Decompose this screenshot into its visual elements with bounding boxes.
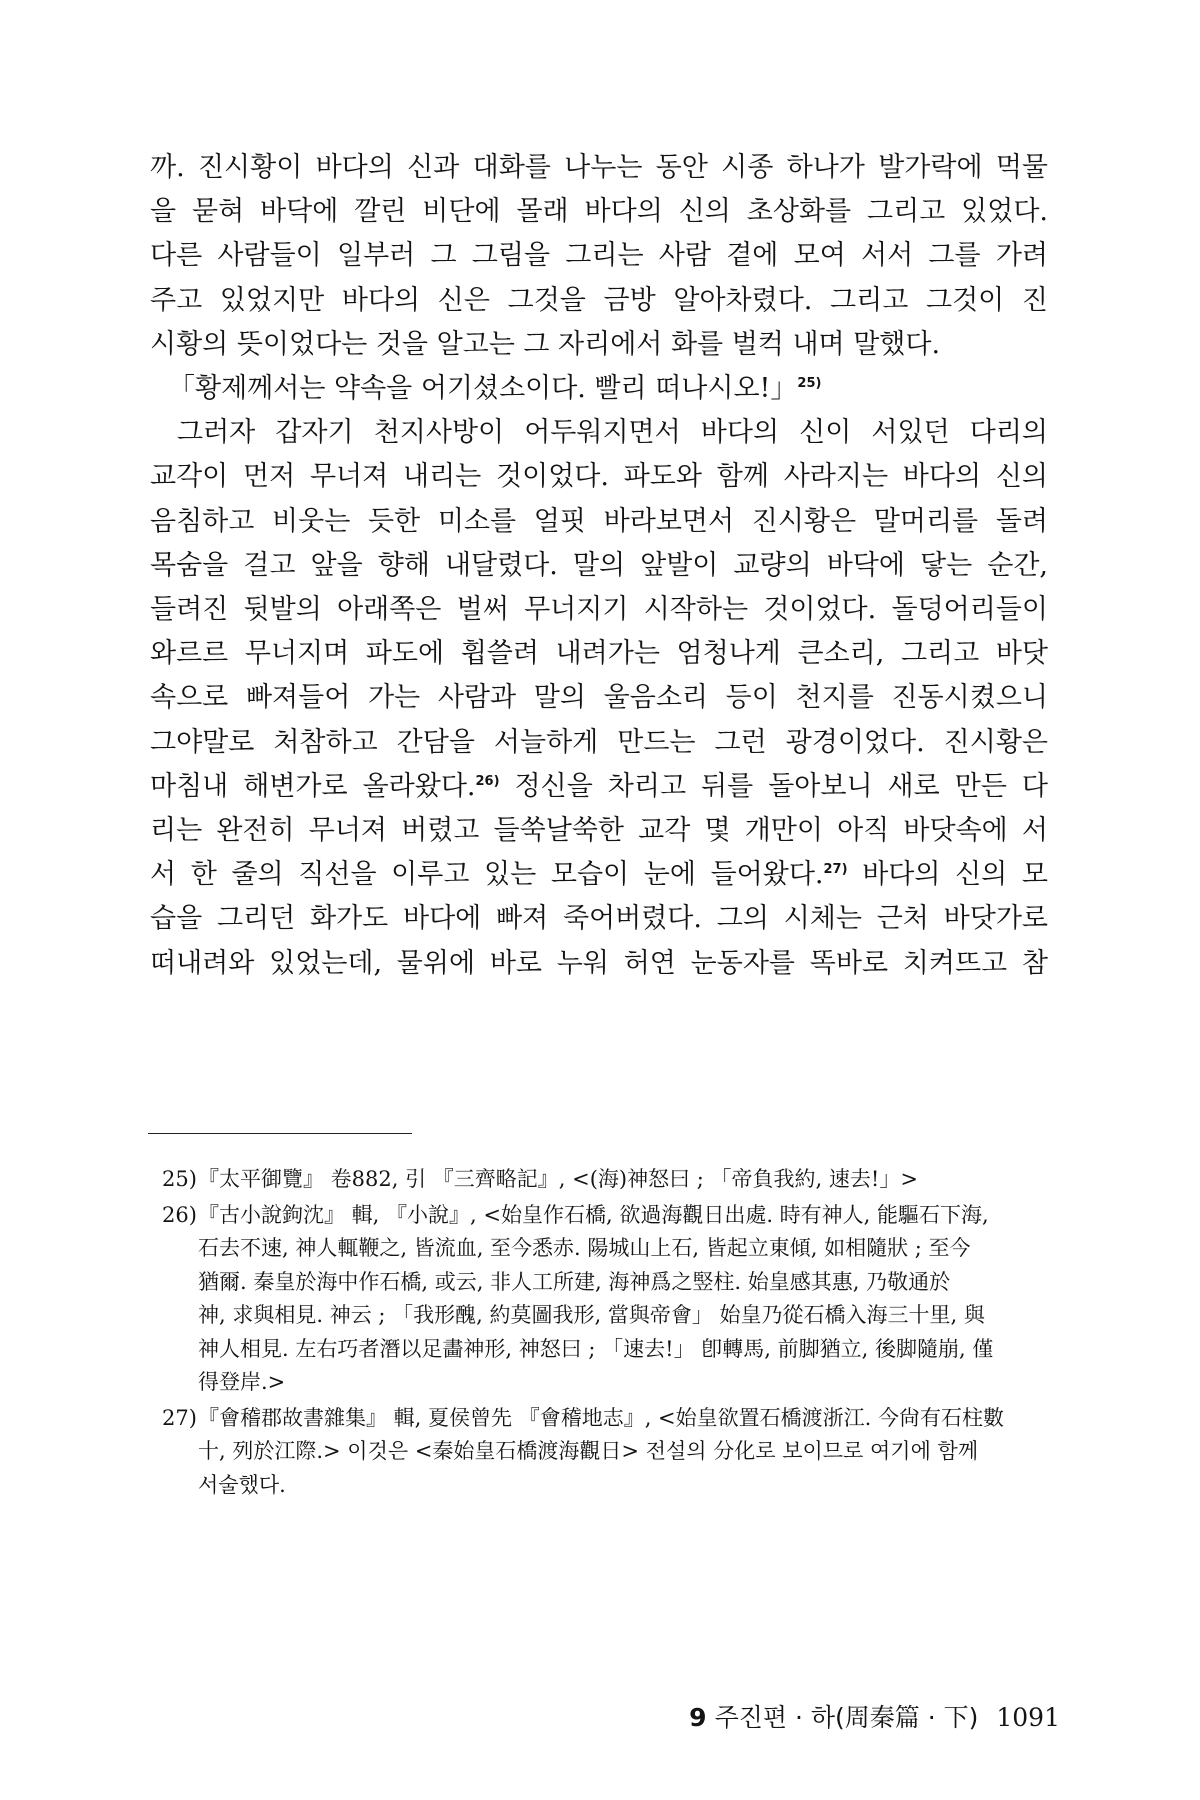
footnote-ref-26: 26)	[475, 773, 500, 789]
text-line	[150, 853, 1048, 897]
text-line: 그러자 갑자기 천지사방이 어두워지면서 바다의 신이 서있던 다리의	[177, 417, 1048, 449]
quote-text: 「황제께서는 약속을 어기셨소이다. 빨리 떠나시오!」	[168, 373, 798, 405]
footnote-separator	[148, 1133, 412, 1134]
footnote-number: 25)	[162, 1167, 197, 1191]
running-title: 주진편 · 하(周秦篇 · 下)	[714, 1703, 979, 1732]
text-line: 습을 그리던 화가도 바다에 빠져 죽어버렸다. 그의 시체는 근처 바닷가로	[150, 903, 1048, 935]
footnote-27	[162, 1402, 1050, 1503]
text-line: 시황의 뜻이었다는 것을 알고는 그 자리에서 화를 벌컥 내며 말했다.	[150, 328, 941, 360]
footnote-26	[162, 1199, 1050, 1400]
text-segment: 바다의 신의 모	[847, 859, 1048, 891]
text-line: 을 묻혀 바닥에 깔린 비단에 몰래 바다의 신의 초상화를 그리고 있었다.	[150, 196, 1048, 228]
text-segment: 서 한 줄의 직선을 이루고 있는 모습이 눈에 들어왔다.	[150, 859, 824, 891]
footnote-line: 十, 列於江際.> 이것은 <秦始皇石橋渡海觀日> 전설의 分化로 보이므로 여기에 함께	[198, 1439, 979, 1463]
quote-paragraph	[150, 367, 1048, 411]
text-line: 교각이 먼저 무너져 내리는 것이었다. 파도와 함께 사라지는 바다의 신의	[150, 461, 1048, 493]
footnote-ref-27: 27)	[823, 862, 848, 878]
running-footer	[689, 1698, 1060, 1734]
paragraph-3-continued	[150, 455, 1048, 985]
text-line: 까. 진시황이 바다의 신과 대화를 나누는 동안 시종 하나가 발가락에 먹물	[150, 152, 1048, 183]
text-line: 주고 있었지만 바다의 신은 그것을 금방 알아차렸다. 그리고 그것이 진	[150, 284, 1048, 316]
footnote-line: 石去不速, 神人輒鞭之, 皆流血, 至今悉赤. 陽城山上石, 皆起立東傾, 如相隨狀 ; 至今	[198, 1236, 971, 1260]
footnote-25	[162, 1163, 1050, 1197]
text-line: 음침하고 비웃는 듯한 미소를 얼핏 바라보면서 진시황은 말머리를 돌려	[150, 505, 1048, 537]
footnote-text	[198, 1199, 1050, 1400]
footnote-line: 『太平御覽』 卷882, 引 『三齊略記』, <(海)神怒曰 ; 「帝負我約, 速去!」>	[198, 1167, 918, 1191]
text-line: 들려진 뒷발의 아래쪽은 벌써 무너지기 시작하는 것이었다. 돌덩어리들이	[150, 594, 1048, 626]
quote-line	[168, 367, 1048, 411]
footnote-line: 『古小說鉤沈』 輯, 『小說』, <始皇作石橋, 欲過海觀日出處. 時有神人, 能驅石下海,	[198, 1202, 989, 1227]
page-number: 1091	[996, 1703, 1060, 1732]
text-line: 목숨을 걸고 앞을 향해 내달렸다. 말의 앞발이 교량의 바닥에 닿는 순간,	[150, 549, 1048, 581]
footnote-line: 서술했다.	[198, 1472, 286, 1497]
text-line: 와르르 무너지며 파도에 휩쓸려 내려가는 엄청나게 큰소리, 그리고 바닷	[150, 638, 1048, 670]
text-line: 떠내려와 있었는데, 물위에 바로 누워 허연 눈동자를 똑바로 치켜뜨고 참	[150, 947, 1048, 979]
footnote-line: 神人相見. 左右巧者潛以足畵神形, 神怒曰 ; 「速去!」 卽轉馬, 前脚猶立, 後脚隨崩, 僅	[198, 1336, 994, 1361]
footnote-number: 27)	[162, 1405, 197, 1430]
text-line: 속으로 빠져들어 가는 사람과 말의 울음소리 등이 천지를 진동시켰으니	[150, 682, 1048, 714]
footnote-text	[198, 1163, 1050, 1197]
text-line	[150, 765, 1048, 809]
main-text	[150, 146, 1048, 986]
footnote-line: 『會稽郡故書雜集』 輯, 夏侯曾先 『會稽地志』, <始皇欲置石橋渡浙江. 今尙有石柱數	[198, 1405, 1004, 1430]
footnote-line: 猶爾. 秦皇於海中作石橋, 或云, 非人工所建, 海神爲之竪柱. 始皇感其惠, 乃敬通於	[198, 1269, 951, 1294]
text-line: 그야말로 처참하고 간담을 서늘하게 만드는 그런 광경이었다. 진시황은	[150, 726, 1048, 758]
footnote-line: 得登岸.>	[198, 1370, 286, 1394]
chapter-number: 9	[689, 1703, 707, 1732]
footnote-line: 神, 求與相見. 神云 ; 「我形醜, 約莫圖我形, 當與帝會」 始皇乃從石橋入海三十里, 與	[198, 1303, 985, 1327]
paragraph-1	[150, 146, 1048, 367]
footnote-number: 26)	[162, 1202, 197, 1227]
footnotes	[162, 1163, 1050, 1502]
footnote-text	[198, 1402, 1050, 1503]
paragraph-3	[150, 411, 1048, 455]
text-line: 다른 사람들이 일부러 그 그림을 그리는 사람 곁에 모여 서서 그를 가려	[150, 240, 1048, 272]
text-segment: 마침내 해변가로 올라왔다.	[150, 770, 476, 802]
text-segment: 정신을 차리고 뒤를 돌아보니 새로 만든 다	[499, 770, 1048, 802]
footnote-ref-25: 25)	[797, 376, 822, 392]
text-line: 리는 완전히 무너져 버렸고 들쑥날쑥한 교각 몇 개만이 아직 바닷속에 서	[150, 815, 1048, 847]
